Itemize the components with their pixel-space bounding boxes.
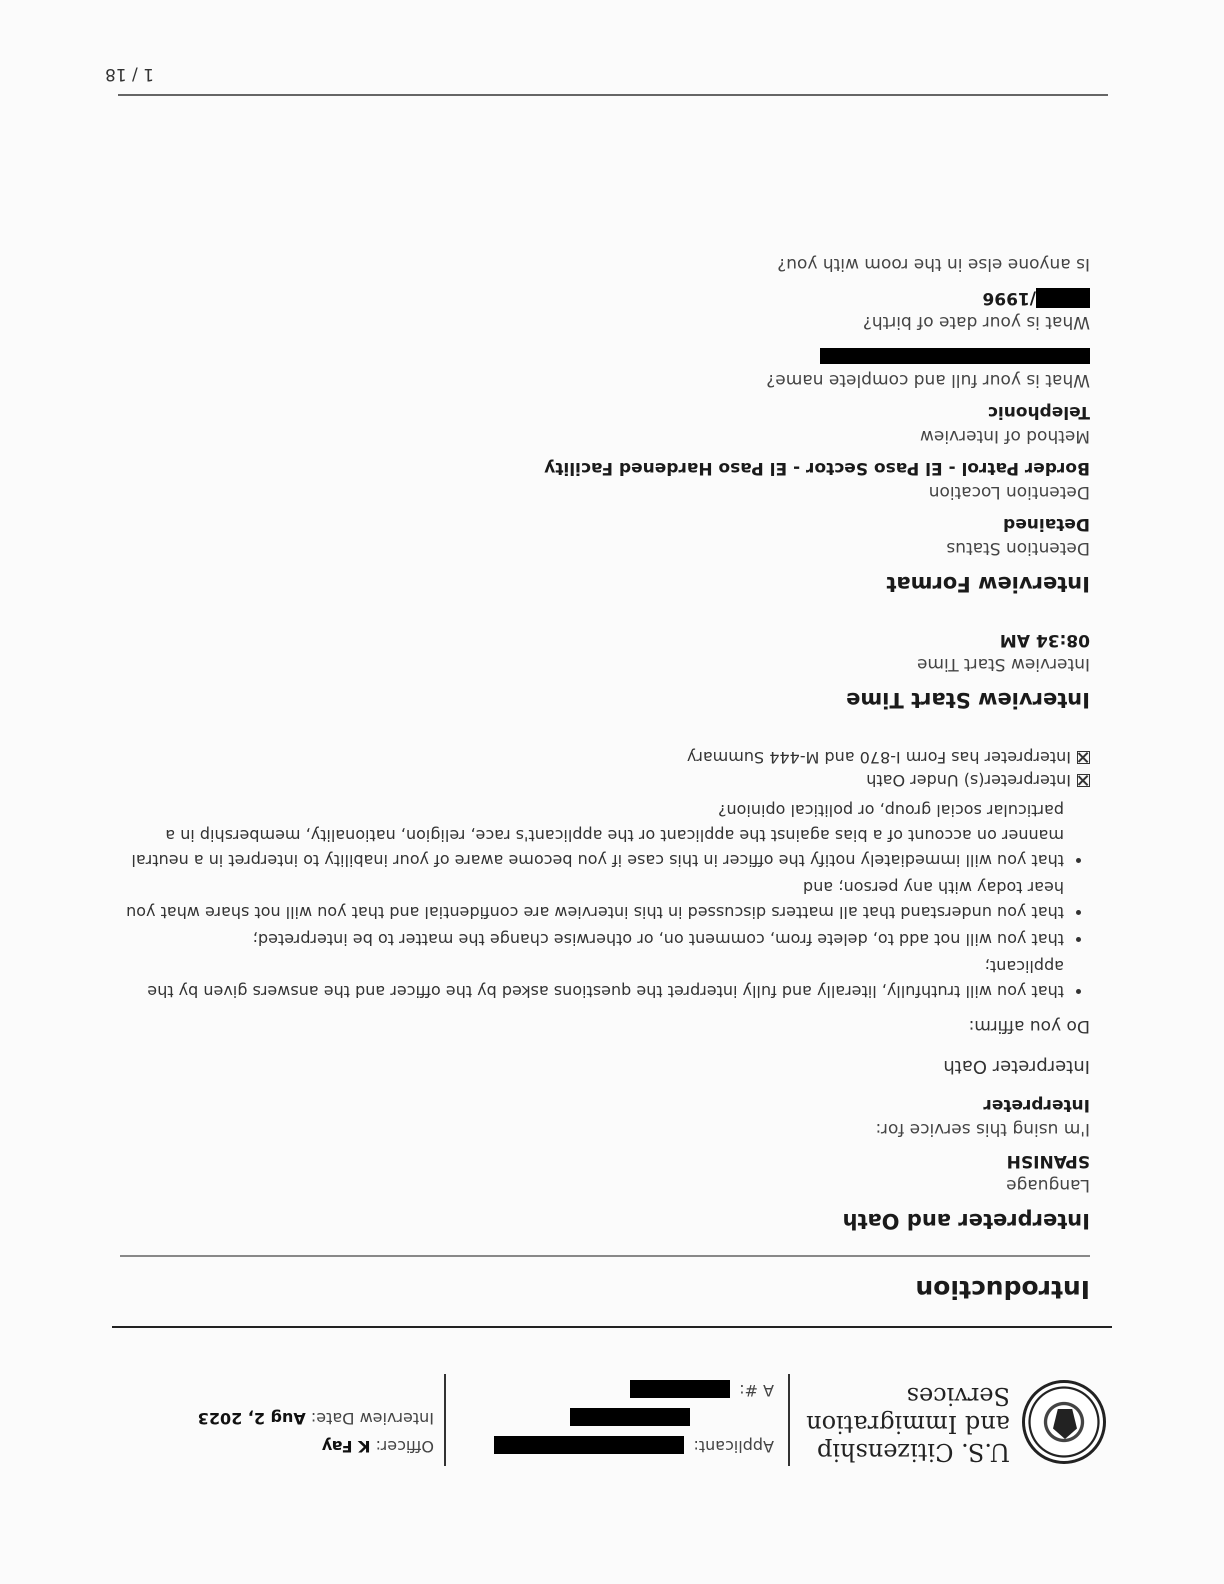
checked-box-icon <box>1077 774 1090 787</box>
oath-item: • that you understand that all matters discussed in this interview are confidential and that you will not share what you hear today with any person; and <box>110 875 1064 925</box>
checkbox-label: Interpreter(s) Under Oath <box>866 771 1071 790</box>
interview-date-value: Aug 2, 2023 <box>197 1409 306 1428</box>
oath-item: • that you will truthfully, literally and fully interpret the questions asked by the officer and the answers given by the applicant; <box>110 954 1064 1004</box>
method-label: Method of Interview <box>920 426 1090 446</box>
dob-visible-part: /1996 <box>982 288 1036 308</box>
dob-question: What is your date of birth? <box>862 312 1090 332</box>
service-label: I'm using this service for: <box>875 1119 1090 1139</box>
redaction-bar <box>570 1409 690 1427</box>
method-value: Telephonic <box>987 402 1090 422</box>
officer-name: K Fay <box>321 1437 371 1456</box>
a-number-label: A #: <box>739 1381 774 1400</box>
redaction-bar <box>630 1381 730 1399</box>
agency-line-2: and Immigration <box>806 1410 1010 1438</box>
dhs-seal-icon <box>1022 1380 1106 1464</box>
interview-date-row <box>174 1408 434 1428</box>
main-content <box>110 250 1090 1304</box>
language-label: Language <box>1006 1175 1090 1195</box>
detention-status-label: Detention Status <box>946 538 1090 558</box>
applicant-row-2 <box>474 1408 774 1428</box>
oath-item: • that you will not add to, delete from, comment on, or otherwise change the matter to be interpreted; <box>110 927 1064 952</box>
applicant-label: Applicant: <box>693 1437 774 1456</box>
checkbox-label: Interpreter has Form I-870 and M-444 Summary <box>686 748 1071 767</box>
interpreter-oath-title: Interpreter Oath <box>943 1056 1090 1077</box>
interview-format-heading: Interview Format <box>886 572 1090 596</box>
page-number: 1 / 18 <box>105 64 154 84</box>
redaction-bar <box>494 1437 684 1455</box>
agency-name <box>790 1382 1010 1466</box>
full-name-answer <box>110 344 1090 366</box>
start-time-heading: Interview Start Time <box>846 688 1090 712</box>
header-divider <box>788 1374 790 1466</box>
header-rule <box>112 1326 1112 1328</box>
redaction-bar <box>820 348 1090 364</box>
checkbox-under-oath <box>110 769 1090 792</box>
full-name-question: What is your full and complete name? <box>766 370 1090 390</box>
introduction-heading: Introduction <box>915 1275 1090 1304</box>
dob-answer <box>110 286 1090 308</box>
affirm-prompt: Do you affirm: <box>968 1016 1090 1036</box>
applicant-info <box>474 1372 774 1456</box>
interpreter-oath-heading: Interpreter and Oath <box>842 1209 1090 1233</box>
detention-status-value: Detained <box>1003 514 1090 534</box>
oath-item: • that you will immediately notify the officer in this case if you become aware of your inability to interpret in a neutral manner on account of a bias against the applicant or the applicant's race, religion, nationality, membership in a particular social group, or political opinion? <box>110 798 1064 873</box>
agency-line-3: Services <box>906 1382 1010 1410</box>
redaction-bar <box>1036 288 1090 308</box>
agency-line-1: U.S. Citizenship <box>817 1438 1010 1466</box>
officer-row <box>174 1436 434 1456</box>
officer-info <box>174 1400 434 1456</box>
applicant-row <box>474 1436 774 1456</box>
detention-location-value: Border Patrol - El Paso Sector - El Paso Hardened Facility <box>544 458 1090 478</box>
footer-rule <box>118 94 1108 96</box>
interview-date-label: Interview Date: <box>310 1409 434 1428</box>
oath-list <box>110 798 1090 1004</box>
start-time-label: Interview Start Time <box>917 654 1090 674</box>
start-time-value: 08:34 AM <box>999 630 1090 650</box>
language-value: SPANISH <box>1006 1151 1090 1171</box>
service-value: Interpreter <box>983 1095 1090 1115</box>
checked-box-icon <box>1077 751 1090 764</box>
header-divider <box>444 1374 446 1466</box>
officer-label: Officer: <box>375 1437 434 1456</box>
anyone-else-question: Is anyone else in the room with you? <box>777 254 1090 274</box>
checkbox-form-i870 <box>110 746 1090 769</box>
a-number-row <box>474 1380 774 1400</box>
detention-location-label: Detention Location <box>928 482 1090 502</box>
section-rule <box>120 1255 1090 1257</box>
